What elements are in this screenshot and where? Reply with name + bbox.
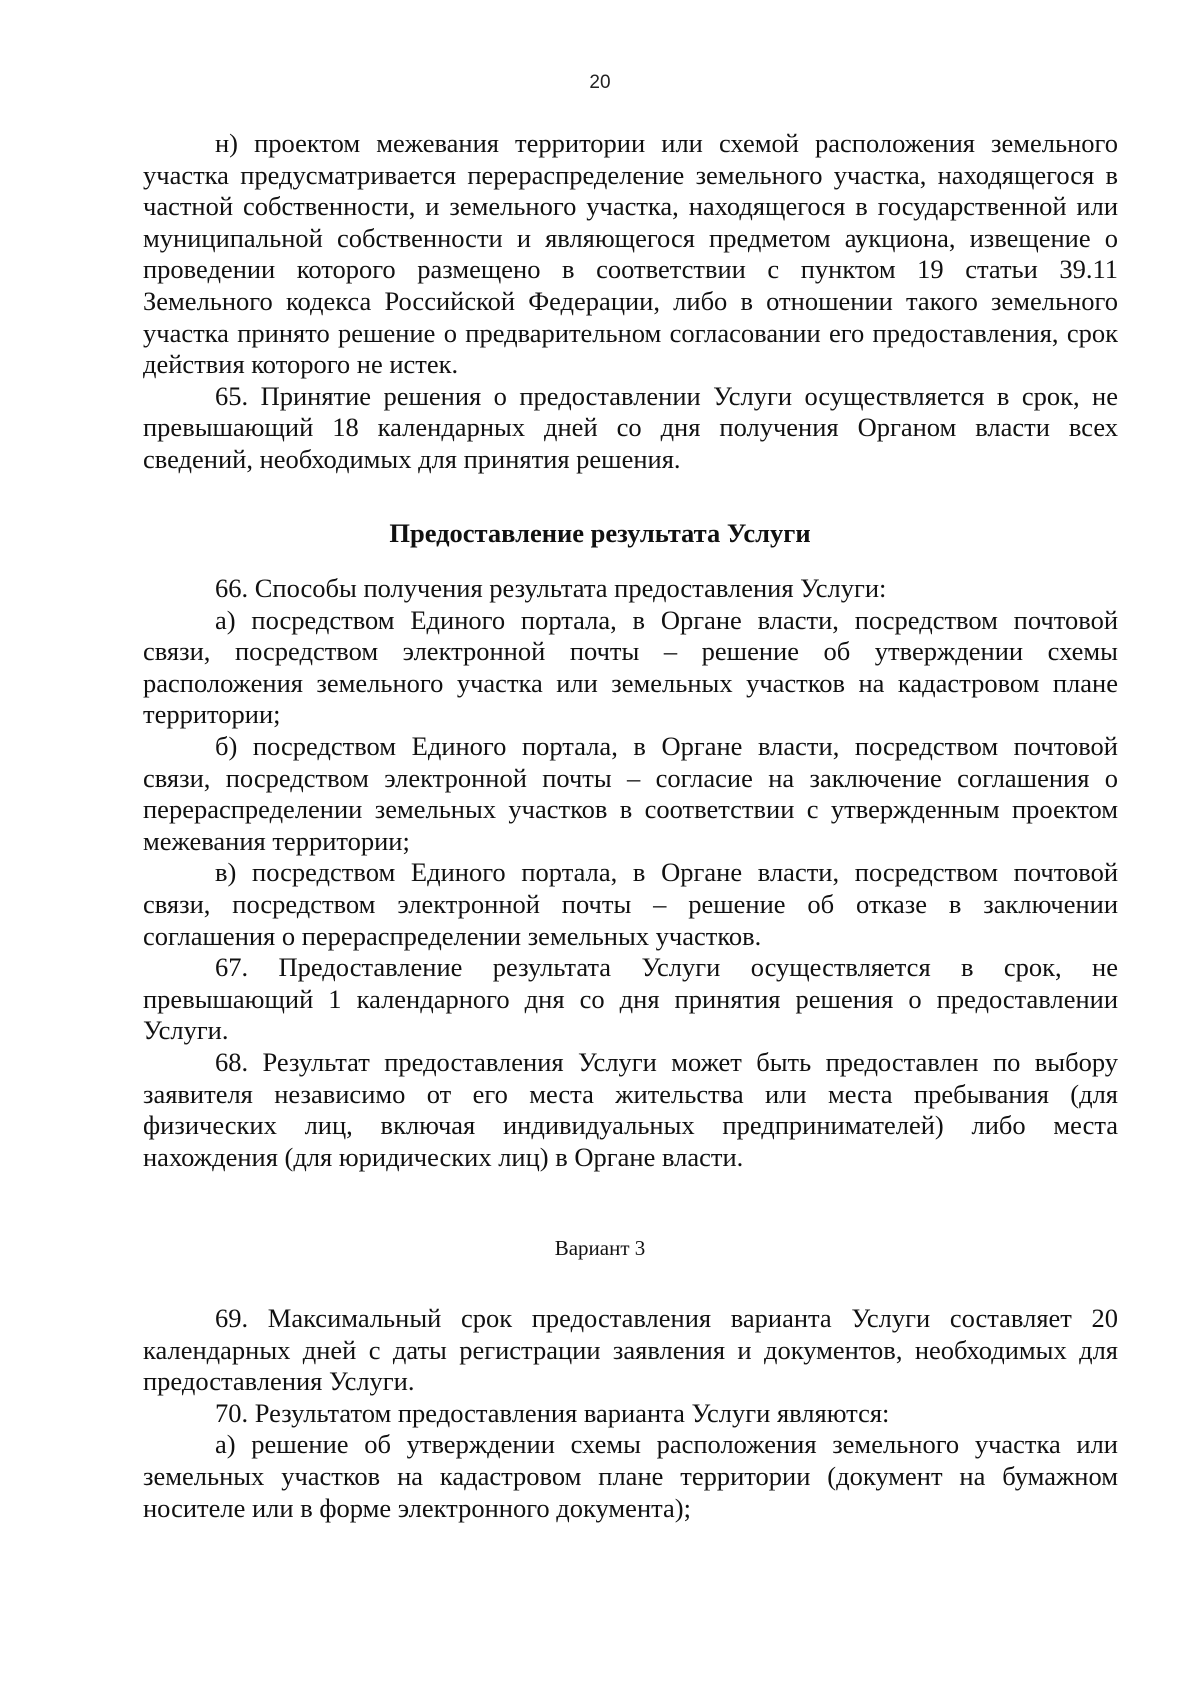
paragraph-66v: в) посредством Единого портала, в Органе власти, посредством почтовой связи, посредством электронной почты – решение об отказе в заключении соглашения о перераспределении земельных участков. [143, 857, 1118, 951]
paragraph-67: 67. Предоставление результата Услуги осуществляется в срок, не превышающий 1 календарного дня со дня принятия решения о предоставлении Услуги. [143, 952, 1118, 1046]
section-result-provision [143, 573, 1118, 1173]
paragraph-n: н) проектом межевания территории или схемой расположения земельного участка предусматривается перераспределение земельного участка, находящегося в частной собственности, и земельного участка, находящегося в государственной или муниципальной собственности и являющегося предметом аукциона, извещение о проведении которого размещено в соответствии с пунктом 19 статьи 39.11 Земельного кодекса Российской Федерации, либо в отношении такого земельного участка принято решение о предварительном согласовании его предоставления, срок действия которого не истек. [143, 128, 1118, 380]
paragraph-66a: а) посредством Единого портала, в Органе власти, посредством почтовой связи, посредством электронной почты – решение об утверждении схемы расположения земельного участка или земельных участков на кадастровом плане территории; [143, 604, 1118, 730]
paragraph-66: 66. Способы получения результата предоставления Услуги: [215, 573, 887, 603]
paragraph-69: 69. Максимальный срок предоставления варианта Услуги составляет 20 календарных дней с даты регистрации заявления и документов, необходимых для предоставления Услуги. [143, 1303, 1118, 1397]
paragraph-65: 65. Принятие решения о предоставлении Услуги осуществляется в срок, не превышающий 18 календарных дней со дня получения Органом власти всех сведений, необходимых для принятия решения. [143, 380, 1118, 474]
variant-label: Вариант 3 [554, 1236, 646, 1260]
paragraph-68: 68. Результат предоставления Услуги может быть предоставлен по выбору заявителя независимо от его места жительства или места пребывания (для физических лиц, включая индивидуальных предпринимателей) либо места нахождения (для юридических лиц) в Органе власти. [143, 1046, 1118, 1172]
section-land-redistribution [143, 128, 1118, 476]
paragraph-66b: б) посредством Единого портала, в Органе власти, посредством почтовой связи, посредством электронной почты – согласие на заключение соглашения о перераспределении земельных участков в соответствии с утвержденным проектом межевания территории; [143, 730, 1118, 856]
section-variant-3 [143, 1303, 1118, 1524]
paragraph-70: 70. Результатом предоставления варианта Услуги являются: [215, 1397, 890, 1428]
section-heading: Предоставление результата Услуги [389, 518, 811, 548]
paragraph-70a: а) решение об утверждении схемы расположения земельного участка или земельных участков на кадастровом плане территории (документ на бумажном носителе или в форме электронного документа); [143, 1429, 1118, 1523]
page-number: 20 [589, 72, 611, 93]
